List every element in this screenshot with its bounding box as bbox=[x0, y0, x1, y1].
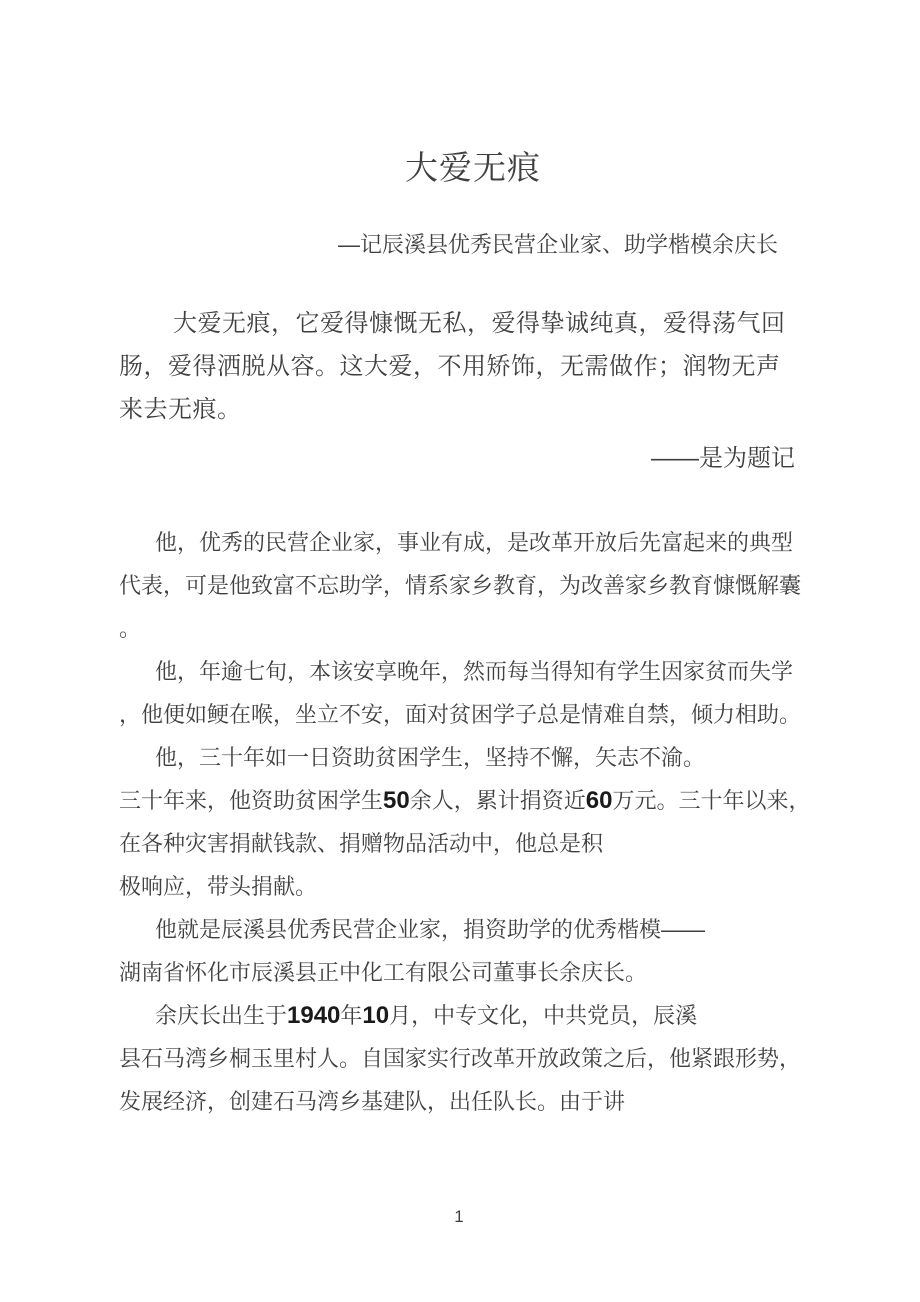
paragraph bbox=[119, 650, 801, 736]
text-line: 在各种灾害捐献钱款、捐赠物品活动中，他总是积 bbox=[119, 831, 604, 856]
text-line: 县石马湾乡桐玉里村人。自国家实行改革开放政策之后，他紧跟形势， bbox=[119, 1046, 802, 1071]
text-line: 来去无痕。 bbox=[119, 396, 242, 423]
paragraph bbox=[119, 994, 801, 1123]
page-number: 1 bbox=[454, 1207, 464, 1226]
text-line: 他，年逾七旬，本该安享晚年，然而每当得知有学生因家贫而失学 bbox=[155, 659, 794, 684]
document-subtitle: —记辰溪县优秀民营企业家、助学楷模余庆长 bbox=[337, 232, 778, 257]
bold-number: 60 bbox=[585, 787, 613, 814]
bold-number: 50 bbox=[383, 787, 410, 814]
document-title: 大爱无痕 bbox=[405, 149, 541, 186]
text-line: 三十年来，他资助贫困学生50余人，累计捐资近60万元。三十年以来， bbox=[119, 787, 811, 814]
text-line: 余庆长出生于1940年10月，中专文化，中共党员，辰溪 bbox=[155, 1002, 698, 1029]
paragraph bbox=[119, 521, 801, 650]
text-line: 。 bbox=[119, 616, 142, 641]
text-line: 代表，可是他致富不忘助学，情系家乡教育，为改善家乡教育慷慨解囊 bbox=[119, 573, 802, 598]
paragraph bbox=[119, 736, 801, 779]
document-body bbox=[119, 521, 811, 1123]
text-line: ，他便如鲠在喉，坐立不安，面对贫困学子总是情难自禁，倾力相助。 bbox=[119, 702, 802, 727]
text-line: 他，优秀的民营企业家，事业有成，是改革开放后先富起来的典型 bbox=[155, 530, 794, 555]
text-line: 肠，爱得洒脱从容。这大爱，不用矫饰，无需做作；润物无声 bbox=[119, 353, 781, 380]
epigraph-paragraph bbox=[119, 302, 801, 431]
text-line: 发展经济，创建石马湾乡基建队，出任队长。由于讲 bbox=[119, 1089, 626, 1114]
text-line: 他，三十年如一日资助贫困学生，坚持不懈，矢志不渝。 bbox=[155, 745, 706, 770]
text-line: 湖南省怀化市辰溪县正中化工有限公司董事长余庆长。 bbox=[119, 960, 648, 985]
text-line: 他就是辰溪县优秀民营企业家，捐资助学的优秀楷模—— bbox=[155, 917, 706, 942]
paragraph bbox=[119, 779, 811, 908]
text-line: 极响应，带头捐献。 bbox=[119, 874, 318, 899]
bold-number: 1940 bbox=[287, 1002, 341, 1029]
epigraph-attribution: ——是为题记 bbox=[651, 445, 795, 472]
text-line: 大爱无痕，它爱得慷慨无私，爱得挚诚纯真，爱得荡气回 bbox=[173, 310, 786, 337]
paragraph bbox=[119, 908, 801, 994]
bold-number: 10 bbox=[362, 1002, 390, 1029]
